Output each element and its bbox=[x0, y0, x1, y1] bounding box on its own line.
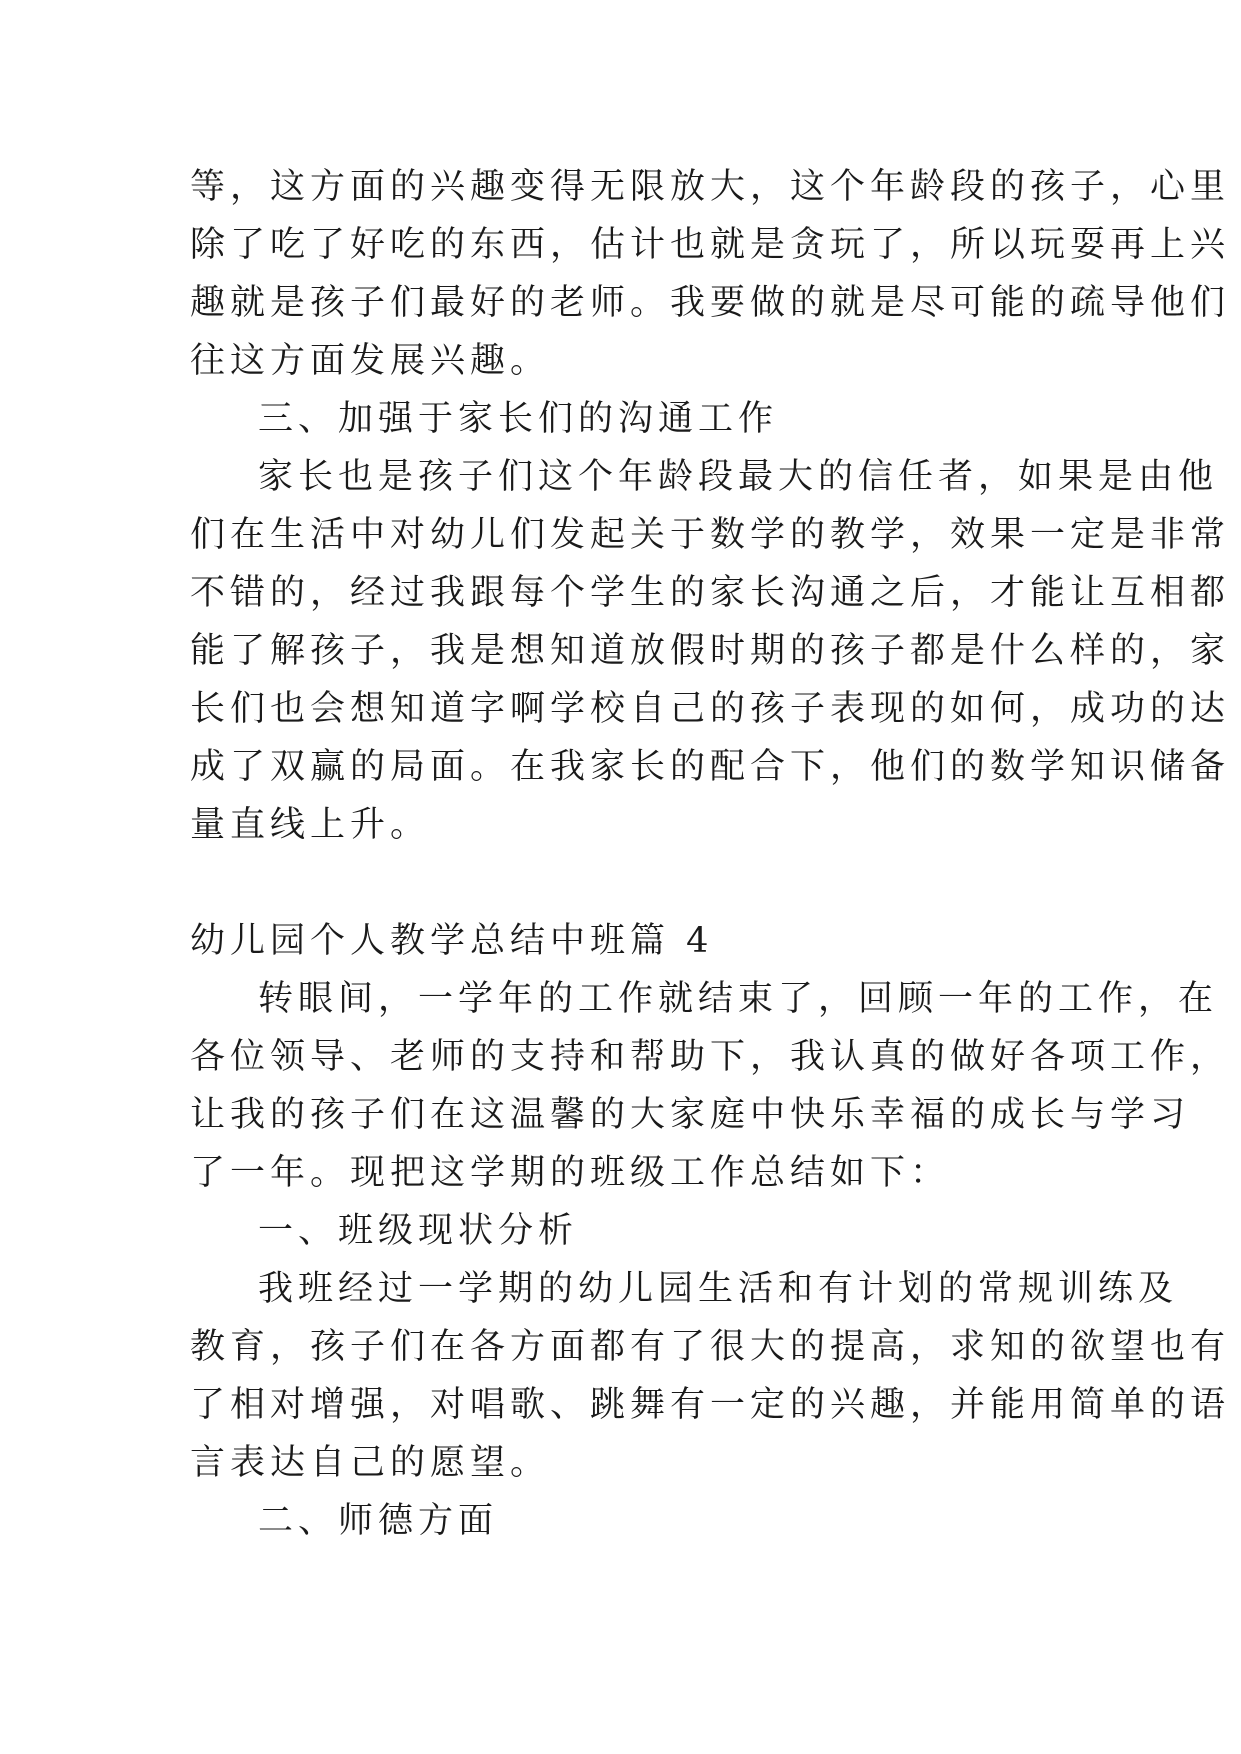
paragraph-line: 们在生活中对幼儿们发起关于数学的教学，效果一定是非常 bbox=[190, 515, 1231, 555]
section-heading: 一、班级现状分析 bbox=[258, 1211, 579, 1251]
paragraph-line: 量直线上升。 bbox=[190, 805, 431, 845]
paragraph-line: 家长也是孩子们这个年龄段最大的信任者，如果是由他 bbox=[258, 457, 1219, 497]
section-heading: 三、加强于家长们的沟通工作 bbox=[258, 399, 779, 439]
paragraph-line: 除了吃了好吃的东西，估计也就是贪玩了，所以玩耍再上兴 bbox=[190, 225, 1231, 265]
paragraph-line: 长们也会想知道字啊学校自己的孩子表现的如何，成功的达 bbox=[190, 689, 1231, 729]
paragraph-line: 不错的，经过我跟每个学生的家长沟通之后，才能让互相都 bbox=[190, 573, 1231, 613]
section-heading: 二、师德方面 bbox=[258, 1501, 499, 1541]
paragraph-line: 趣就是孩子们最好的老师。我要做的就是尽可能的疏导他们 bbox=[190, 283, 1231, 323]
paragraph-line: 我班经过一学期的幼儿园生活和有计划的常规训练及 bbox=[258, 1269, 1179, 1309]
paragraph-line: 往这方面发展兴趣。 bbox=[190, 341, 551, 381]
paragraph-line: 让我的孩子们在这温馨的大家庭中快乐幸福的成长与学习 bbox=[190, 1095, 1191, 1135]
paragraph-line: 各位领导、老师的支持和帮助下，我认真的做好各项工作， bbox=[190, 1037, 1231, 1077]
paragraph-line: 教育，孩子们在各方面都有了很大的提高，求知的欲望也有 bbox=[190, 1327, 1231, 1367]
paragraph-line: 了相对增强，对唱歌、跳舞有一定的兴趣，并能用简单的语 bbox=[190, 1385, 1231, 1425]
paragraph-line: 转眼间，一学年的工作就结束了，回顾一年的工作，在 bbox=[258, 979, 1219, 1019]
paragraph-line: 成了双赢的局面。在我家长的配合下，他们的数学知识储备 bbox=[190, 747, 1231, 787]
document-section-title: 幼儿园个人教学总结中班篇 4 bbox=[190, 921, 714, 961]
paragraph-line: 言表达自己的愿望。 bbox=[190, 1443, 551, 1483]
paragraph-line: 等，这方面的兴趣变得无限放大，这个年龄段的孩子，心里 bbox=[190, 167, 1231, 207]
paragraph-line: 了一年。现把这学期的班级工作总结如下： bbox=[190, 1153, 951, 1193]
paragraph-line: 能了解孩子，我是想知道放假时期的孩子都是什么样的，家 bbox=[190, 631, 1231, 671]
